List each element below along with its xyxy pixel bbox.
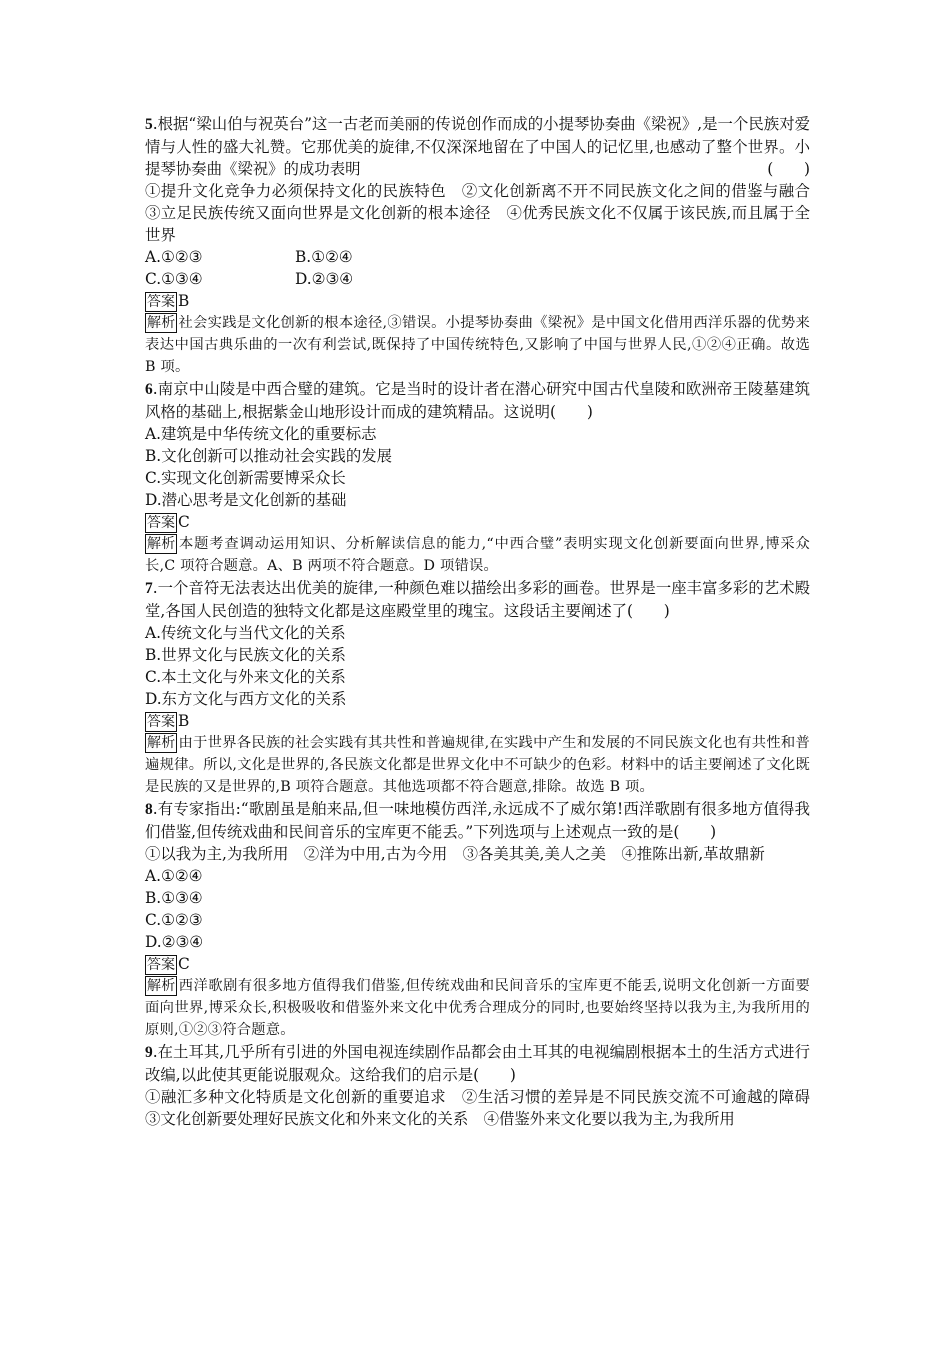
analysis-text: 本题考查调动运用知识、分析解读信息的能力,“中西合璧”表明实现文化创新要面向世界,博采众长,C 项符合题意。A、B 两项不符合题意。D 项错误。 [145,536,810,574]
option-a: A.①②④ [145,867,203,885]
option-a: A.建筑是中华传统文化的重要标志 [145,425,377,443]
answer-value: C [178,955,190,973]
question-6-number: 6 [145,381,153,398]
answer-value: B [178,292,190,310]
question-9-statements: ①融汇多种文化特质是文化创新的重要追求 ②生活习惯的差异是不同民族交流不可逾越的障碍 ③文化创新要处理好民族文化和外来文化的关系 ④借鉴外来文化要以我为主,为我所用 [145,1088,826,1128]
analysis-tag: 解析 [147,315,176,331]
question-5-statements: ①提升文化竞争力必须保持文化的民族特色 ②文化创新离不开不同民族文化之间的借鉴与融合 ③立足民族传统又面向世界是文化创新的根本途径 ④优秀民族文化不仅属于该民族,而且属于全世界 [145,182,826,244]
question-5-blank: ( ) [767,160,810,178]
option-d: D.②③④ [145,933,204,951]
option-c: C.①②③ [145,911,203,929]
question-9-number: 9 [145,1044,153,1061]
question-7-stem: 7.一个音符无法表达出优美的旋律,一种颜色难以描绘出多彩的画卷。世界是一座丰富多彩的艺术殿堂,各国人民创造的独特文化都是这座殿堂里的瑰宝。这段话主要阐述了( ) [145,579,810,620]
question-7-number: 7 [145,580,153,597]
question-list [145,113,826,1130]
question-5-options-row-1 [145,246,810,268]
analysis-text: 西洋歌剧有很多地方值得我们借鉴,但传统戏曲和民间音乐的宝库更不能丢,说明文化创新一方面要面向世界,博采众长,积极吸收和借鉴外来文化中优秀合理成分的同时,也要始终坚持以我为主,为我所用的原则,①②③符合题意。 [145,978,810,1038]
answer-value: B [178,712,190,730]
analysis-text: 社会实践是文化创新的根本途径,③错误。小提琴协奏曲《梁祝》是中国文化借用西洋乐器的优势来表达中国古典乐曲的一次有利尝试,既保持了中国传统特色,又影响了中国与世界人民,①②④正确。故选 B 项。 [145,315,810,375]
question-8-answer [145,953,810,975]
question-6-answer [145,511,810,533]
question-7-answer [145,710,810,732]
analysis-tag: 解析 [147,978,176,994]
option-c: C.①③④ [145,270,203,288]
question-8-analysis [145,975,810,1041]
answer-tag: 答案 [147,515,175,531]
option-d: D.东方文化与西方文化的关系 [145,690,347,708]
option-c: C.实现文化创新需要博采众长 [145,469,346,487]
option-b: B.①③④ [145,889,203,907]
question-9-stem: 9.在土耳其,几乎所有引进的外国电视连续剧作品都会由土耳其的电视编剧根据本土的生活方式进行改编,以此使其更能说服观众。这给我们的启示是( ) [145,1043,810,1084]
question-5-stem: 5.根据“梁山伯与祝英台”这一古老而美丽的传说创作而成的小提琴协奏曲《梁祝》,是一个民族对爱情与人性的盛大礼赞。它那优美的旋律,不仅深深地留在了中国人的记忆里,也感动了整个世界。小提琴协奏曲《梁祝》的成功表明 ( ) [145,115,810,178]
answer-tag: 答案 [147,957,175,973]
question-7-analysis [145,732,810,798]
analysis-tag: 解析 [147,735,176,751]
analysis-tag: 解析 [147,536,176,552]
question-8-stem: 8.有专家指出:“歌剧虽是舶来品,但一味地模仿西洋,永远成不了威尔第!西洋歌剧有很多地方值得我们借鉴,但传统戏曲和民间音乐的宝库更不能丢。”下列选项与上述观点一致的是( ) [145,800,810,841]
question-5-answer [145,290,810,312]
answer-value: C [178,513,190,531]
option-b: B.文化创新可以推动社会实践的发展 [145,447,393,465]
option-b: B.①②④ [295,248,353,266]
question-6-analysis [145,533,810,577]
option-a: A.传统文化与当代文化的关系 [145,624,346,642]
question-5-number: 5 [145,116,153,133]
question-8-statements: ①以我为主,为我所用 ②洋为中用,古为今用 ③各美其美,美人之美 ④推陈出新,革故鼎新 [145,845,765,863]
question-6-stem: 6.南京中山陵是中西合璧的建筑。它是当时的设计者在潜心研究中国古代皇陵和欧洲帝王陵墓建筑风格的基础上,根据紫金山地形设计而成的建筑精品。这说明( ) [145,380,810,421]
option-a: A.①②③ [145,248,203,266]
question-5-options-row-2 [145,268,810,290]
question-5-analysis [145,312,810,378]
analysis-text: 由于世界各民族的社会实践有其共性和普遍规律,在实践中产生和发展的不同民族文化也有共性和普遍规律。所以,文化是世界的,各民族文化都是世界文化中不可缺少的色彩。材料中的话主要阐述了文化既是民族的又是世界的,B 项符合题意。其他选项都不符合题意,排除。故选 B 项。 [145,735,810,795]
answer-tag: 答案 [147,714,175,730]
option-c: C.本土文化与外来文化的关系 [145,668,346,686]
option-b: B.世界文化与民族文化的关系 [145,646,346,664]
option-d: D.潜心思考是文化创新的基础 [145,491,347,509]
question-8-number: 8 [145,801,153,818]
answer-tag: 答案 [147,294,175,310]
option-d: D.②③④ [295,270,354,288]
